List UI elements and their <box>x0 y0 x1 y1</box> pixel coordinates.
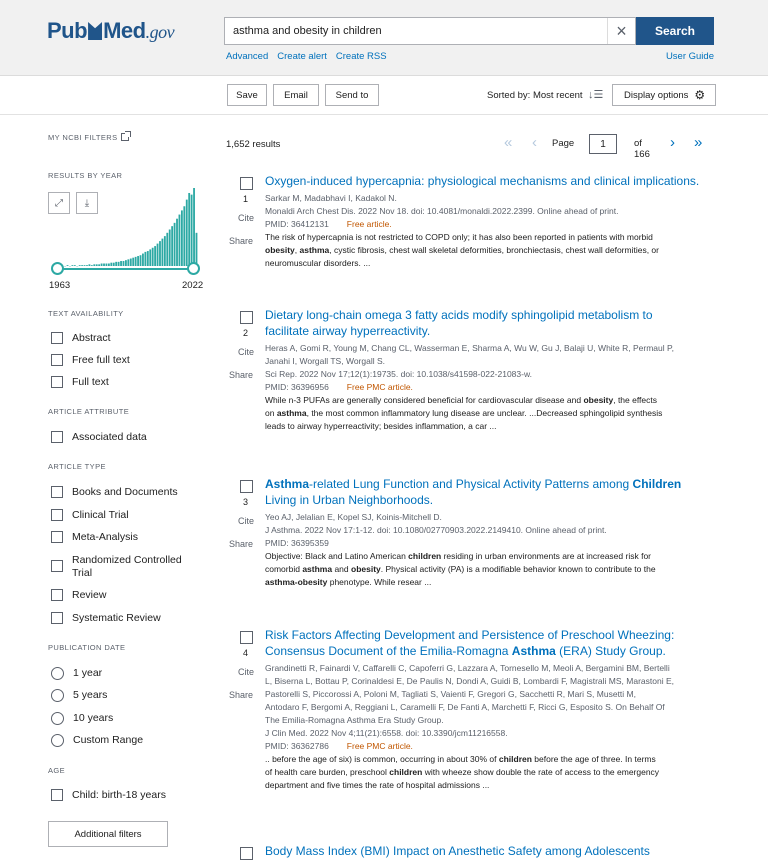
year-bar[interactable] <box>89 264 91 266</box>
snippet-text: leads to airway hyperreactivity; besides inflammation, a car ... <box>265 421 497 431</box>
checkbox[interactable] <box>51 332 63 344</box>
result-authors: Antodaro F, Bergomi A, Reggiani L, Caramelli F, De Fanti A, Marchetti F, Ricci G, Esposito S. On Behalf Of <box>265 702 665 712</box>
year-bar[interactable] <box>132 258 134 266</box>
result-citation: J Asthma. 2022 Nov 17:1-12. doi: 10.1080/02770903.2022.2149410. Online ahead of print. <box>265 525 607 535</box>
snippet-text: , the effects <box>613 395 658 405</box>
cite-button[interactable]: Cite <box>238 213 255 223</box>
highlight: obesity <box>265 245 295 255</box>
filter-randomized-controlled-trial[interactable] <box>51 554 201 580</box>
year-bar[interactable] <box>169 229 171 266</box>
share-button[interactable]: Share <box>229 370 254 380</box>
year-bar[interactable] <box>106 264 108 266</box>
external-link-icon <box>121 133 129 141</box>
year-bar[interactable] <box>98 264 100 266</box>
logo-text-med: Med <box>103 18 146 43</box>
filter-clinical-trial[interactable] <box>51 509 129 521</box>
result-title-link[interactable] <box>265 627 715 659</box>
result-number: 4 <box>243 648 249 658</box>
year-range-end-handle[interactable] <box>187 262 200 275</box>
year-bar[interactable] <box>186 200 188 266</box>
filter-label: 1 year <box>73 667 103 679</box>
title-line: facilitate airway hyperreactivity. <box>265 324 431 338</box>
result-title-link[interactable] <box>265 307 715 339</box>
checkbox[interactable] <box>51 486 63 498</box>
filter-label: Systematic Review <box>72 612 161 624</box>
highlight: asthma <box>276 408 307 418</box>
search-button[interactable]: Search <box>636 17 714 45</box>
article-type-heading: ARTICLE TYPE <box>48 462 106 471</box>
snippet-text: comorbid <box>265 564 303 574</box>
year-bar[interactable] <box>176 219 178 266</box>
result-citation: Monaldi Arch Chest Dis. 2022 Nov 18. doi: 10.4081/monaldi.2022.2399. Online ahead of print. <box>265 206 619 216</box>
highlight: asthma-obesity <box>265 577 328 587</box>
snippet-text: , cystic fibrosis, chest wall skeletal deformities, bronchiectasis, chest wall deformities, or <box>329 245 659 255</box>
filter-review[interactable] <box>51 589 106 601</box>
last-page-icon[interactable]: » <box>694 134 703 151</box>
year-bar[interactable] <box>101 264 103 266</box>
highlight: obesity <box>583 395 614 405</box>
filter-label: Custom Range <box>73 734 144 746</box>
page-label: Page <box>552 138 575 149</box>
radio[interactable] <box>51 689 64 702</box>
user-guide-link[interactable]: User Guide <box>665 51 714 62</box>
snippet-text: , <box>294 245 300 255</box>
share-button[interactable]: Share <box>229 236 254 246</box>
highlight: asthma <box>302 564 333 574</box>
age-heading: AGE <box>48 766 66 775</box>
checkbox[interactable] <box>51 531 63 543</box>
checkbox[interactable] <box>51 376 63 388</box>
result-title-link[interactable]: Oxygen-induced hypercapnia: physiological mechanisms and clinical implications. <box>265 174 700 188</box>
title-text: Risk Factors Affecting Development and Persistence of Preschool Wheezing: <box>265 628 675 642</box>
checkbox[interactable] <box>51 509 63 521</box>
result-number: 1 <box>243 194 249 204</box>
highlight: Asthma <box>511 644 556 658</box>
snippet-text: phenotype. While resear ... <box>327 577 432 587</box>
snippet-text: neuromuscular disorders. ... <box>265 258 371 268</box>
display-options-label: Display options <box>624 89 689 101</box>
filter-label: Associated data <box>72 431 147 443</box>
year-bar[interactable] <box>84 265 86 266</box>
checkbox[interactable] <box>51 560 63 572</box>
result-details <box>265 511 715 589</box>
radio[interactable] <box>51 667 64 680</box>
highlight: Children <box>632 477 682 491</box>
year-bar[interactable] <box>125 260 127 266</box>
filter-label: Books and Documents <box>72 486 178 498</box>
result-pmid: PMID: 36412131 <box>265 219 329 229</box>
my-ncbi-filters-label: MY NCBI FILTERS <box>48 133 118 142</box>
year-bar[interactable] <box>127 259 129 266</box>
result-authors: L, Biserna L, Bottau P, Corinaldesi E, De Paulis N, Dondi A, Guidi B, Lombardi F, Magistrali MS, Marastoni E, <box>265 676 674 686</box>
result-checkbox[interactable] <box>240 847 253 860</box>
title-line: Dietary long-chain omega 3 fatty acids modify sphingolipid metabolism to <box>265 308 653 322</box>
pubmed-logo[interactable] <box>47 18 174 44</box>
filter-associated-data[interactable] <box>51 431 147 443</box>
snippet-text: .. before the age of six) is common, occurring in about 30% of <box>265 754 499 764</box>
year-bar[interactable] <box>113 263 115 266</box>
publication-date-heading: PUBLICATION DATE <box>48 643 126 652</box>
search-sublinks <box>226 51 387 62</box>
filter-custom-range[interactable] <box>51 734 143 747</box>
filter-1-year[interactable] <box>51 667 102 680</box>
snippet-text: residing in urban environments are at increased risk for <box>441 551 652 561</box>
year-bar[interactable] <box>147 251 149 266</box>
year-bar[interactable] <box>86 265 88 266</box>
next-page-icon[interactable]: › <box>670 134 675 151</box>
checkbox[interactable] <box>51 589 63 601</box>
result-checkbox[interactable] <box>240 631 253 644</box>
year-bar[interactable] <box>181 210 183 266</box>
snippet-text: department and five times the rate of hospital admissions ... <box>265 780 490 790</box>
highlight: children <box>389 767 423 777</box>
logo-text-pub: Pub <box>47 18 88 43</box>
header <box>0 0 768 76</box>
text-availability-heading: TEXT AVAILABILITY <box>48 309 124 318</box>
year-bar[interactable] <box>162 239 164 266</box>
result-number: 2 <box>243 328 249 338</box>
year-bar[interactable] <box>91 265 93 266</box>
year-bar[interactable] <box>164 236 166 266</box>
year-range-track[interactable] <box>57 268 194 270</box>
year-bar[interactable] <box>135 257 137 266</box>
filter-label: 5 years <box>73 689 108 701</box>
filter-label: Clinical Trial <box>72 509 129 521</box>
result-checkbox[interactable] <box>240 480 253 493</box>
year-start-label: 1963 <box>49 280 71 291</box>
radio[interactable] <box>51 712 64 725</box>
article-attribute-heading: ARTICLE ATTRIBUTE <box>48 407 130 416</box>
year-bar[interactable] <box>191 195 193 266</box>
filter-child-birth-18[interactable] <box>51 789 166 801</box>
sort-order-icon[interactable]: ↓☰ <box>588 89 604 101</box>
result-title-link[interactable] <box>265 476 715 508</box>
year-bar[interactable] <box>188 193 190 266</box>
gear-icon: ⚙ <box>694 88 706 102</box>
result-authors: Pastorelli S, Piccorossi A, Poloni M, Tagliati S, Vaienti F, Gregori G, Sacchetti R, Mari S, Musetti M, <box>265 689 636 699</box>
result-authors: Grandinetti R, Fainardi V, Caffarelli C, Capoferri G, Lazzara A, Tornesello M, Meoli A, Bergamini BM, Bertelli <box>265 663 670 673</box>
download-timeline-icon[interactable]: ⤓ <box>76 192 98 214</box>
sort-selector[interactable]: Sorted by: Most recent <box>487 90 583 101</box>
title-text: -related Lung Function and Physical Activity Patterns among <box>309 477 633 491</box>
filter-books-and-documents[interactable] <box>51 486 178 498</box>
year-bar[interactable] <box>166 233 168 266</box>
snippet-text: While n-3 PUFAs are generally considered beneficial for cardiovascular disease and <box>265 395 584 405</box>
expand-timeline-icon[interactable]: ⤢ <box>48 192 70 214</box>
result-citation: J Clin Med. 2022 Nov 4;11(21):6558. doi: 10.3390/jcm11216558. <box>265 728 508 738</box>
cite-button[interactable]: Cite <box>238 347 255 357</box>
year-bar[interactable] <box>118 262 120 266</box>
result-details <box>265 192 715 270</box>
search-input[interactable] <box>225 18 607 44</box>
filter-label: Child: birth-18 years <box>72 789 166 801</box>
filter-label: Full text <box>72 376 109 388</box>
cite-button[interactable]: Cite <box>238 516 255 526</box>
snippet-text: Objective: Black and Latino American <box>265 551 409 561</box>
filter-label: Meta-Analysis <box>72 531 138 543</box>
year-bar[interactable] <box>140 255 142 266</box>
filter-free-full-text[interactable] <box>51 354 130 366</box>
filter-5-years[interactable] <box>51 689 107 702</box>
year-bar[interactable] <box>157 244 159 266</box>
year-bar[interactable] <box>174 223 176 266</box>
year-bar[interactable] <box>67 265 69 266</box>
year-bar[interactable] <box>144 252 146 266</box>
year-range-start-handle[interactable] <box>51 262 64 275</box>
year-bar[interactable] <box>159 241 161 266</box>
email-button[interactable]: Email <box>273 84 319 106</box>
send-to-button[interactable]: Send to <box>325 84 379 106</box>
year-bar[interactable] <box>103 264 105 266</box>
result-checkbox[interactable] <box>240 177 253 190</box>
radio[interactable] <box>51 734 64 747</box>
filter-systematic-review[interactable] <box>51 612 161 624</box>
display-options-button[interactable] <box>612 84 716 106</box>
filter-label: 10 years <box>73 712 114 724</box>
title-text: Consensus Document of the Emilia-Romagna <box>265 644 512 658</box>
result-snippet: The risk of hypercapnia is not restricted to COPD only; it has also been reported in patients with morbid <box>265 232 653 242</box>
save-button[interactable]: Save <box>227 84 267 106</box>
result-number: 3 <box>243 497 249 507</box>
filter-label: Free full text <box>72 354 130 366</box>
year-bar[interactable] <box>108 264 110 266</box>
result-checkbox[interactable] <box>240 311 253 324</box>
result-authors: Yeo AJ, Jelalian E, Kopel SJ, Koinis-Mitchell D. <box>265 512 442 522</box>
filter-label: Randomized Controlled Trial <box>72 554 182 579</box>
result-pmid: PMID: 36395359 <box>265 538 329 548</box>
page-number-input[interactable]: 1 <box>589 134 617 154</box>
year-bar[interactable] <box>130 259 132 266</box>
highlight: obesity <box>351 564 381 574</box>
result-authors: Janahi I, Worgall TS, Worgall S. <box>265 356 385 366</box>
clear-search-icon[interactable]: × <box>607 18 635 44</box>
year-bar[interactable] <box>179 215 181 266</box>
result-authors: Heras A, Gomi R, Young M, Chang CL, Wasserman E, Sharma A, Wu W, Gu J, Balaji U, White R, Permaul P, <box>265 343 674 353</box>
year-bar[interactable] <box>71 265 73 266</box>
snippet-text: with wheeze show double the rate of access to the emergency <box>422 767 660 777</box>
snippet-text: . Physical activity (PA) is a modifiable behavior known to contribute to the <box>380 564 656 574</box>
results-toolbar <box>0 77 768 115</box>
search-box <box>224 17 636 45</box>
previous-page-icon[interactable]: ‹ <box>532 134 537 151</box>
year-bar[interactable] <box>154 246 156 266</box>
snippet-text: , the most common inflammatory lung disease are unclear. ...Decreased sphingolipid synthesis <box>306 408 663 418</box>
snippet-text: of health care burden, preschool <box>265 767 390 777</box>
result-authors: The Emilia-Romagna Asthma Era Study Group. <box>265 715 444 725</box>
checkbox[interactable] <box>51 612 63 624</box>
logo-mark-icon <box>88 22 102 40</box>
filter-label: Abstract <box>72 332 111 344</box>
year-bar[interactable] <box>110 263 112 266</box>
year-bar[interactable] <box>120 261 122 266</box>
share-button[interactable]: Share <box>229 539 254 549</box>
snippet-text: and <box>332 564 351 574</box>
result-pmid: PMID: 36362786 <box>265 741 329 751</box>
result-details <box>265 662 715 792</box>
checkbox[interactable] <box>51 789 63 801</box>
total-pages-label: of 166 <box>634 138 650 160</box>
create-alert-link[interactable]: Create alert <box>277 51 327 62</box>
filter-label: Review <box>72 589 107 601</box>
year-end-label: 2022 <box>182 280 204 291</box>
cite-button[interactable]: Cite <box>238 667 255 677</box>
filter-full-text[interactable] <box>51 376 109 388</box>
free-article-badge: Free article. <box>346 219 392 229</box>
snippet-text: on <box>265 408 277 418</box>
year-bar[interactable] <box>74 265 76 266</box>
title-text: Living in Urban Neighborhoods. <box>265 493 434 507</box>
year-bar[interactable] <box>96 264 98 266</box>
year-bar[interactable] <box>137 256 139 266</box>
filter-10-years[interactable] <box>51 712 113 725</box>
filter-abstract[interactable] <box>51 332 111 344</box>
share-button[interactable]: Share <box>229 690 254 700</box>
highlight: children <box>498 754 532 764</box>
title-text: (ERA) Study Group. <box>555 644 666 658</box>
year-bar[interactable] <box>196 233 198 266</box>
logo-text-gov: .gov <box>145 22 175 42</box>
highlight: Asthma <box>265 477 310 491</box>
result-citation: Sci Rep. 2022 Nov 17;12(1):19735. doi: 10.1038/s41598-022-21083-w. <box>265 369 532 379</box>
checkbox[interactable] <box>51 431 63 443</box>
additional-filters-button[interactable]: Additional filters <box>48 821 168 847</box>
year-bar[interactable] <box>193 188 195 266</box>
year-bar[interactable] <box>93 264 95 266</box>
first-page-icon[interactable]: « <box>504 134 513 151</box>
year-bar[interactable] <box>149 249 151 266</box>
highlight: asthma <box>299 245 330 255</box>
year-bar[interactable] <box>123 261 125 266</box>
snippet-text: before the age of three. In terms <box>531 754 656 764</box>
create-rss-link[interactable]: Create RSS <box>335 51 387 62</box>
my-ncbi-filters-link[interactable] <box>48 133 129 142</box>
highlight: children <box>408 551 442 561</box>
year-bar[interactable] <box>152 248 154 266</box>
result-details <box>265 342 715 433</box>
filter-meta-analysis[interactable] <box>51 531 138 543</box>
results-by-year-histogram[interactable] <box>52 188 198 272</box>
year-bar[interactable] <box>79 265 81 266</box>
result-title-link[interactable]: Body Mass Index (BMI) Impact on Anesthetic Safety among Adolescents <box>265 844 650 858</box>
year-bar[interactable] <box>183 206 185 266</box>
year-bar[interactable] <box>142 254 144 266</box>
results-count: 1,652 results <box>226 139 281 150</box>
checkbox[interactable] <box>51 354 63 366</box>
result-authors: Sarkar M, Madabhavi I, Kadakol N. <box>265 193 397 203</box>
result-pmid: PMID: 36396956 <box>265 382 329 392</box>
free-pmc-article-badge: Free PMC article. <box>346 382 413 392</box>
results-by-year-heading: RESULTS BY YEAR <box>48 171 123 180</box>
year-bar[interactable] <box>171 226 173 266</box>
year-bar[interactable] <box>81 265 83 266</box>
free-pmc-article-badge: Free PMC article. <box>346 741 413 751</box>
advanced-link[interactable]: Advanced <box>226 51 269 62</box>
year-bar[interactable] <box>115 262 117 266</box>
